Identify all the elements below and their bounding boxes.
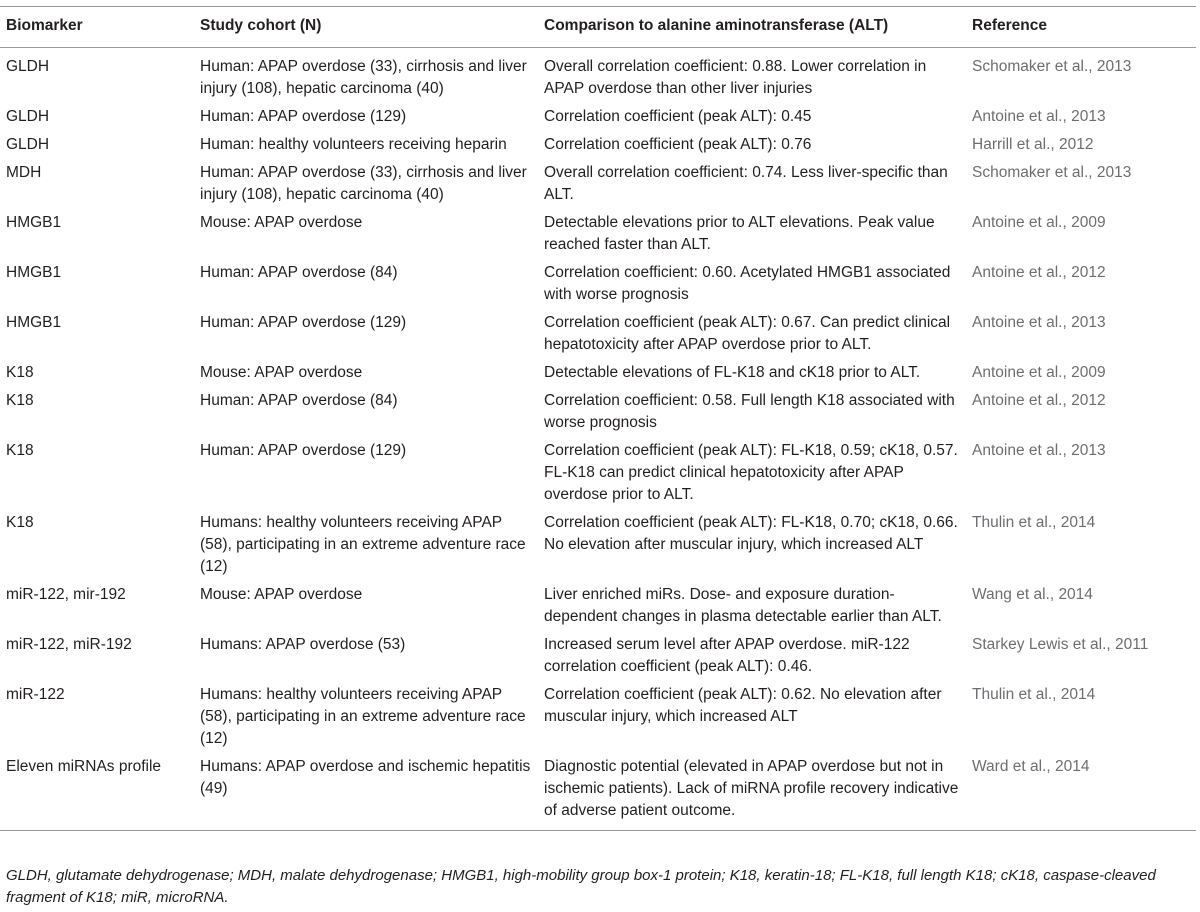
cell-biomarker: K18 xyxy=(6,392,34,409)
header-reference: Reference xyxy=(972,17,1047,34)
cell-comparison: Correlation coefficient: 0.60. Acetylated HMGB1 associated with worse prognosis xyxy=(544,264,951,303)
table-footnote: GLDH, glutamate dehydrogenase; MDH, malate dehydrogenase; HMGB1, high-mobility group box-1 protein; K18, keratin-18; FL-K18, full length K18; cK18, caspase-cleaved fragment of K18; miR, microRNA. xyxy=(6,867,1156,906)
cell-biomarker: HMGB1 xyxy=(6,264,62,281)
cell-biomarker: MDH xyxy=(6,164,42,181)
cell-biomarker: K18 xyxy=(6,364,34,381)
cell-reference: Thulin et al., 2014 xyxy=(972,686,1096,703)
cell-reference: Schomaker et al., 2013 xyxy=(972,58,1132,75)
table-row xyxy=(0,210,1196,260)
table-header xyxy=(0,7,1196,48)
cell-comparison: Correlation coefficient (peak ALT): 0.67. Can predict clinical hepatotoxicity after APAP overdose prior to ALT. xyxy=(544,314,951,353)
cell-study-cohort: Human: APAP overdose (84) xyxy=(200,392,398,409)
cell-study-cohort: Human: APAP overdose (129) xyxy=(200,442,407,459)
cell-biomarker: miR-122 xyxy=(6,686,65,703)
cell-study-cohort: Humans: APAP overdose and ischemic hepatitis (49) xyxy=(200,758,531,797)
cell-comparison: Correlation coefficient (peak ALT): 0.45 xyxy=(544,108,812,125)
cell-comparison: Increased serum level after APAP overdose. miR-122 correlation coefficient (peak ALT): 0.46. xyxy=(544,636,910,675)
cell-comparison: Correlation coefficient (peak ALT): 0.62. No elevation after muscular injury, which increased ALT xyxy=(544,686,942,725)
cell-comparison: Diagnostic potential (elevated in APAP overdose but not in ischemic patients). Lack of miRNA profile recovery indicative of adverse patient outcome. xyxy=(544,758,959,819)
cell-biomarker: miR-122, miR-192 xyxy=(6,636,132,653)
cell-comparison: Liver enriched miRs. Dose- and exposure duration-dependent changes in plasma detectable earlier than ALT. xyxy=(544,586,942,625)
cell-study-cohort: Humans: APAP overdose (53) xyxy=(200,636,406,653)
cell-study-cohort: Mouse: APAP overdose xyxy=(200,586,363,603)
cell-reference: Schomaker et al., 2013 xyxy=(972,164,1132,181)
cell-study-cohort: Human: APAP overdose (84) xyxy=(200,264,398,281)
cell-comparison: Overall correlation coefficient: 0.74. Less liver-specific than ALT. xyxy=(544,164,948,203)
cell-comparison: Correlation coefficient (peak ALT): FL-K18, 0.59; cK18, 0.57. FL-K18 can predict clinical hepatotoxicity after APAP overdose prior to ALT. xyxy=(544,442,958,503)
cell-reference: Harrill et al., 2012 xyxy=(972,136,1094,153)
cell-reference: Ward et al., 2014 xyxy=(972,758,1090,775)
cell-study-cohort: Humans: healthy volunteers receiving APAP (58), participating in an extreme adventure race (12) xyxy=(200,514,526,575)
table-body xyxy=(0,48,1196,831)
cell-reference: Antoine et al., 2009 xyxy=(972,214,1106,231)
cell-study-cohort: Human: APAP overdose (33), cirrhosis and liver injury (108), hepatic carcinoma (40) xyxy=(200,58,527,97)
cell-comparison: Detectable elevations of FL-K18 and cK18 prior to ALT. xyxy=(544,364,921,381)
cell-biomarker: miR-122, mir-192 xyxy=(6,586,126,603)
cell-comparison: Correlation coefficient (peak ALT): 0.76 xyxy=(544,136,812,153)
table-row xyxy=(0,104,1196,132)
table-row xyxy=(0,510,1196,582)
table-row xyxy=(0,260,1196,310)
cell-reference: Starkey Lewis et al., 2011 xyxy=(972,636,1149,653)
table-row xyxy=(0,360,1196,388)
cell-comparison: Overall correlation coefficient: 0.88. Lower correlation in APAP overdose than other liver injuries xyxy=(544,58,927,97)
table-row xyxy=(0,160,1196,210)
cell-biomarker: GLDH xyxy=(6,58,50,75)
table-row xyxy=(0,132,1196,160)
table-row xyxy=(0,582,1196,632)
cell-reference: Thulin et al., 2014 xyxy=(972,514,1096,531)
cell-comparison: Correlation coefficient (peak ALT): FL-K18, 0.70; cK18, 0.66. No elevation after muscular injury, which increased ALT xyxy=(544,514,958,553)
cell-biomarker: K18 xyxy=(6,514,34,531)
cell-study-cohort: Human: APAP overdose (129) xyxy=(200,314,407,331)
cell-biomarker: K18 xyxy=(6,442,34,459)
header-comparison: Comparison to alanine aminotransferase (ALT) xyxy=(544,17,889,34)
biomarker-table xyxy=(0,6,1196,831)
cell-biomarker: Eleven miRNAs profile xyxy=(6,758,162,775)
cell-comparison: Correlation coefficient: 0.58. Full length K18 associated with worse prognosis xyxy=(544,392,955,431)
table-row xyxy=(0,438,1196,510)
cell-study-cohort: Human: APAP overdose (33), cirrhosis and liver injury (108), hepatic carcinoma (40) xyxy=(200,164,527,203)
cell-reference: Antoine et al., 2009 xyxy=(972,364,1106,381)
table-row xyxy=(0,632,1196,682)
cell-reference: Antoine et al., 2013 xyxy=(972,314,1106,331)
cell-study-cohort: Mouse: APAP overdose xyxy=(200,214,363,231)
cell-reference: Antoine et al., 2012 xyxy=(972,392,1106,409)
cell-biomarker: GLDH xyxy=(6,108,50,125)
cell-study-cohort: Human: APAP overdose (129) xyxy=(200,108,407,125)
cell-comparison: Detectable elevations prior to ALT elevations. Peak value reached faster than ALT. xyxy=(544,214,935,253)
cell-study-cohort: Human: healthy volunteers receiving heparin xyxy=(200,136,507,153)
cell-biomarker: HMGB1 xyxy=(6,314,62,331)
cell-study-cohort: Humans: healthy volunteers receiving APAP (58), participating in an extreme adventure race (12) xyxy=(200,686,526,747)
table-row xyxy=(0,48,1196,105)
cell-biomarker: HMGB1 xyxy=(6,214,62,231)
table-row xyxy=(0,682,1196,754)
cell-reference: Antoine et al., 2012 xyxy=(972,264,1106,281)
header-biomarker: Biomarker xyxy=(6,17,83,34)
table-row xyxy=(0,388,1196,438)
cell-study-cohort: Mouse: APAP overdose xyxy=(200,364,363,381)
header-row xyxy=(0,7,1196,48)
cell-reference: Wang et al., 2014 xyxy=(972,586,1093,603)
table-row xyxy=(0,754,1196,831)
cell-biomarker: GLDH xyxy=(6,136,50,153)
cell-reference: Antoine et al., 2013 xyxy=(972,442,1106,459)
cell-reference: Antoine et al., 2013 xyxy=(972,108,1106,125)
table-row xyxy=(0,310,1196,360)
header-study-cohort: Study cohort (N) xyxy=(200,17,322,34)
